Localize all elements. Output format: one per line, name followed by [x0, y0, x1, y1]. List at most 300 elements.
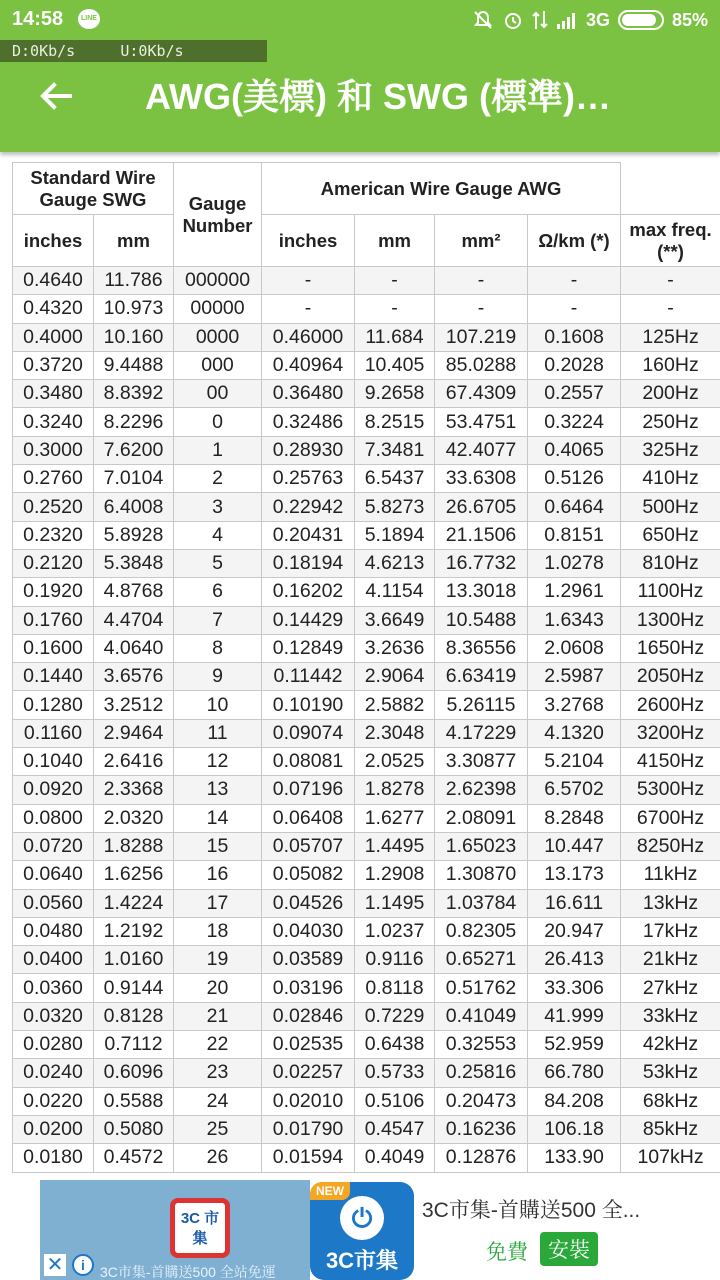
- table-cell: 0.03589: [262, 946, 355, 974]
- table-row: [13, 889, 720, 917]
- table-cell: 10: [174, 691, 262, 719]
- table-cell: 0.2320: [13, 521, 94, 549]
- table-cell: 16: [174, 861, 262, 889]
- table-cell: 200Hz: [621, 380, 720, 408]
- swg-group-header: Standard Wire Gauge SWG: [13, 163, 174, 215]
- table-cell: 26.413: [528, 946, 621, 974]
- table-cell: 0.4547: [355, 1115, 435, 1143]
- table-cell: 3.2768: [528, 691, 621, 719]
- table-cell: 6.5702: [528, 776, 621, 804]
- table-cell: 3.30877: [435, 748, 528, 776]
- table-row: [13, 1115, 720, 1143]
- table-cell: 53.4751: [435, 408, 528, 436]
- table-cell: 2600Hz: [621, 691, 720, 719]
- table-cell: 4.17229: [435, 719, 528, 747]
- table-cell: 0.04526: [262, 889, 355, 917]
- table-cell: 5: [174, 549, 262, 577]
- back-button[interactable]: [36, 76, 76, 116]
- back-arrow-icon: [36, 76, 76, 116]
- table-row: [13, 974, 720, 1002]
- table-cell: 00000: [174, 295, 262, 323]
- table-cell: 410Hz: [621, 465, 720, 493]
- table-cell: 2.9464: [94, 719, 174, 747]
- table-cell: 24: [174, 1087, 262, 1115]
- table-cell: -: [435, 267, 528, 295]
- ad-free-label: 免費: [486, 1241, 528, 1264]
- table-row: [13, 691, 720, 719]
- table-cell: 33.306: [528, 974, 621, 1002]
- table-cell: 0.0180: [13, 1144, 94, 1172]
- table-cell: 3.2636: [355, 634, 435, 662]
- table-cell: 2.5987: [528, 663, 621, 691]
- table-cell: 4.0640: [94, 634, 174, 662]
- table-cell: 26: [174, 1144, 262, 1172]
- table-cell: 5.8273: [355, 493, 435, 521]
- table-cell: 0.08081: [262, 748, 355, 776]
- ad-close-icon[interactable]: ✕: [44, 1254, 66, 1276]
- network-type: 3G: [585, 9, 610, 30]
- table-row: [13, 465, 720, 493]
- page-title: AWG(美標) 和 SWG (標準)…: [145, 76, 611, 117]
- table-cell: 13: [174, 776, 262, 804]
- table-cell: 0.7229: [355, 1002, 435, 1030]
- table-cell: 4: [174, 521, 262, 549]
- table-cell: 20: [174, 974, 262, 1002]
- table-cell: 0.2120: [13, 549, 94, 577]
- table-cell: 0.02257: [262, 1059, 355, 1087]
- table-cell: 0.1440: [13, 663, 94, 691]
- table-cell: 0.0200: [13, 1115, 94, 1143]
- table-cell: 10.160: [94, 323, 174, 351]
- table-cell: 1650Hz: [621, 634, 720, 662]
- table-cell: 11.786: [94, 267, 174, 295]
- table-cell: 23: [174, 1059, 262, 1087]
- table-cell: 4150Hz: [621, 748, 720, 776]
- table-cell: 5.1894: [355, 521, 435, 549]
- table-cell: 0.5126: [528, 465, 621, 493]
- swg-inches-header: inches: [13, 215, 94, 267]
- ad-app-icon[interactable]: [310, 1182, 414, 1280]
- table-body: [13, 267, 720, 1173]
- table-cell: 27kHz: [621, 974, 720, 1002]
- table-cell: 0.1608: [528, 323, 621, 351]
- table-cell: 2.3368: [94, 776, 174, 804]
- table-cell: 0.4320: [13, 295, 94, 323]
- table-row: [13, 606, 720, 634]
- table-cell: 0.82305: [435, 917, 528, 945]
- table-cell: 1: [174, 436, 262, 464]
- table-cell: 0.0280: [13, 1031, 94, 1059]
- table-cell: 0.28930: [262, 436, 355, 464]
- table-cell: 11kHz: [621, 861, 720, 889]
- signal-icon: [556, 10, 578, 30]
- table-row: [13, 719, 720, 747]
- table-cell: 41.999: [528, 1002, 621, 1030]
- table-cell: 0.3224: [528, 408, 621, 436]
- new-badge: NEW: [310, 1182, 350, 1200]
- table-cell: 2050Hz: [621, 663, 720, 691]
- table-cell: 0.1280: [13, 691, 94, 719]
- table-cell: 2.0320: [94, 804, 174, 832]
- table-cell: -: [621, 267, 720, 295]
- table-cell: 1.4224: [94, 889, 174, 917]
- table-cell: 4.1154: [355, 578, 435, 606]
- table-cell: 4.8768: [94, 578, 174, 606]
- table-cell: 0.14429: [262, 606, 355, 634]
- table-cell: -: [355, 267, 435, 295]
- table-cell: 0.0800: [13, 804, 94, 832]
- mute-bell-icon: [472, 9, 494, 31]
- swg-mm-header: mm: [94, 215, 174, 267]
- table-cell: 0.09074: [262, 719, 355, 747]
- awg-group-header: American Wire Gauge AWG: [262, 163, 621, 215]
- table-cell: 0.3000: [13, 436, 94, 464]
- table-cell: 0.01594: [262, 1144, 355, 1172]
- awg-mm2-header: mm²: [435, 215, 528, 267]
- table-cell: 107kHz: [621, 1144, 720, 1172]
- table-cell: 250Hz: [621, 408, 720, 436]
- table-cell: 6.4008: [94, 493, 174, 521]
- table-cell: 3.6649: [355, 606, 435, 634]
- table-cell: 22: [174, 1031, 262, 1059]
- table-cell: 0.18194: [262, 549, 355, 577]
- table-cell: 0.1600: [13, 634, 94, 662]
- table-cell: 68kHz: [621, 1087, 720, 1115]
- table-cell: 17kHz: [621, 917, 720, 945]
- table-cell: 1.0237: [355, 917, 435, 945]
- table-row: [13, 776, 720, 804]
- table-cell: -: [528, 267, 621, 295]
- table-cell: 12: [174, 748, 262, 776]
- table-cell: 0.32553: [435, 1031, 528, 1059]
- table-cell: 5.8928: [94, 521, 174, 549]
- table-row: [13, 1144, 720, 1172]
- table-row: [13, 578, 720, 606]
- table-cell: 0.06408: [262, 804, 355, 832]
- table-cell: 0: [174, 408, 262, 436]
- table-cell: 85.0288: [435, 351, 528, 379]
- table-cell: 21: [174, 1002, 262, 1030]
- table-cell: 26.6705: [435, 493, 528, 521]
- table-cell: 8.2515: [355, 408, 435, 436]
- battery-icon: [618, 10, 664, 30]
- table-cell: 107.219: [435, 323, 528, 351]
- table-cell: 0000: [174, 323, 262, 351]
- table-cell: -: [621, 295, 720, 323]
- table-cell: 0.0360: [13, 974, 94, 1002]
- table-cell: 2.3048: [355, 719, 435, 747]
- table-cell: 0.01790: [262, 1115, 355, 1143]
- table-row: [13, 946, 720, 974]
- table-cell: 20.947: [528, 917, 621, 945]
- table-cell: 1.65023: [435, 832, 528, 860]
- ad-app-label: 3C市集: [325, 1248, 399, 1273]
- table-cell: 10.447: [528, 832, 621, 860]
- table-cell: 0.0400: [13, 946, 94, 974]
- ad-brand-logo: 3C 市集: [170, 1198, 230, 1258]
- table-cell: 53kHz: [621, 1059, 720, 1087]
- table-cell: 0.04030: [262, 917, 355, 945]
- ad-install-button[interactable]: 安裝: [540, 1232, 598, 1266]
- table-cell: 42kHz: [621, 1031, 720, 1059]
- ad-banner[interactable]: [40, 1180, 680, 1280]
- table-row: [13, 295, 720, 323]
- table-cell: 0.0640: [13, 861, 94, 889]
- table-cell: -: [355, 295, 435, 323]
- table-cell: 0.11442: [262, 663, 355, 691]
- table-cell: 5300Hz: [621, 776, 720, 804]
- empty-header-cell: [621, 163, 720, 215]
- table-cell: 0.32486: [262, 408, 355, 436]
- table-row: [13, 436, 720, 464]
- table-cell: 0.02010: [262, 1087, 355, 1115]
- table-cell: 0.0920: [13, 776, 94, 804]
- ad-headline[interactable]: 3C市集-首購送500 全...: [422, 1199, 641, 1222]
- table-cell: 0.16202: [262, 578, 355, 606]
- table-cell: 9.4488: [94, 351, 174, 379]
- table-cell: 650Hz: [621, 521, 720, 549]
- status-bar: [0, 0, 720, 40]
- table-cell: 1.4495: [355, 832, 435, 860]
- table-cell: 8.8392: [94, 380, 174, 408]
- status-right-group: [472, 8, 708, 32]
- table-cell: 1100Hz: [621, 578, 720, 606]
- table-cell: 1.0278: [528, 549, 621, 577]
- table-cell: 0.1760: [13, 606, 94, 634]
- table-cell: -: [262, 267, 355, 295]
- table-cell: 133.90: [528, 1144, 621, 1172]
- table-cell: 5.3848: [94, 549, 174, 577]
- data-arrows-icon: [532, 9, 548, 31]
- table-cell: 3: [174, 493, 262, 521]
- table-cell: 0.25763: [262, 465, 355, 493]
- table-cell: 0.4640: [13, 267, 94, 295]
- table-cell: 00: [174, 380, 262, 408]
- table-row: [13, 917, 720, 945]
- table-cell: 9.2658: [355, 380, 435, 408]
- table-cell: 500Hz: [621, 493, 720, 521]
- line-app-icon: LINE: [78, 9, 100, 29]
- table-cell: 1.0160: [94, 946, 174, 974]
- table-cell: 7.3481: [355, 436, 435, 464]
- table-cell: 8: [174, 634, 262, 662]
- table-cell: 6700Hz: [621, 804, 720, 832]
- table-cell: 4.6213: [355, 549, 435, 577]
- table-cell: 0.3720: [13, 351, 94, 379]
- table-row: [13, 804, 720, 832]
- table-cell: 85kHz: [621, 1115, 720, 1143]
- table-row: [13, 521, 720, 549]
- table-cell: 0.20473: [435, 1087, 528, 1115]
- table-cell: 8.2296: [94, 408, 174, 436]
- table-cell: 0.05082: [262, 861, 355, 889]
- table-cell: 0.02535: [262, 1031, 355, 1059]
- table-cell: 10.405: [355, 351, 435, 379]
- table-cell: 0.5080: [94, 1115, 174, 1143]
- table-cell: 17: [174, 889, 262, 917]
- table-cell: 6: [174, 578, 262, 606]
- table-cell: 6.63419: [435, 663, 528, 691]
- table-cell: -: [262, 295, 355, 323]
- table-row: [13, 323, 720, 351]
- table-cell: 8.36556: [435, 634, 528, 662]
- table-row: [13, 380, 720, 408]
- table-row: [13, 1002, 720, 1030]
- table-cell: 3200Hz: [621, 719, 720, 747]
- table-cell: 0.40964: [262, 351, 355, 379]
- table-cell: 0.1920: [13, 578, 94, 606]
- table-cell: 4.1320: [528, 719, 621, 747]
- table-cell: 0.2520: [13, 493, 94, 521]
- table-cell: 0.2028: [528, 351, 621, 379]
- table-cell: 1.30870: [435, 861, 528, 889]
- table-cell: 0.0220: [13, 1087, 94, 1115]
- table-cell: -: [435, 295, 528, 323]
- table-cell: 2.0525: [355, 748, 435, 776]
- table-cell: 0.25816: [435, 1059, 528, 1087]
- table-cell: 7.6200: [94, 436, 174, 464]
- table-row: [13, 861, 720, 889]
- table-cell: 18: [174, 917, 262, 945]
- table-cell: 0.0480: [13, 917, 94, 945]
- table-cell: 0.0320: [13, 1002, 94, 1030]
- table-cell: 13.173: [528, 861, 621, 889]
- network-speed-overlay: D:0Kb/s U:0Kb/s: [0, 40, 267, 62]
- table-cell: 25: [174, 1115, 262, 1143]
- table-cell: 0.9116: [355, 946, 435, 974]
- table-cell: 0.7112: [94, 1031, 174, 1059]
- table-cell: 0.41049: [435, 1002, 528, 1030]
- table-cell: 810Hz: [621, 549, 720, 577]
- table-cell: 0.6438: [355, 1031, 435, 1059]
- table-cell: 0.1160: [13, 719, 94, 747]
- table-cell: 7: [174, 606, 262, 634]
- gauge-table-container[interactable]: [0, 152, 720, 1180]
- table-cell: 0.12876: [435, 1144, 528, 1172]
- table-cell: 5.26115: [435, 691, 528, 719]
- table-cell: 21.1506: [435, 521, 528, 549]
- table-cell: 0.3240: [13, 408, 94, 436]
- table-cell: 3.2512: [94, 691, 174, 719]
- table-cell: 1.6256: [94, 861, 174, 889]
- table-cell: 6.5437: [355, 465, 435, 493]
- table-cell: 21kHz: [621, 946, 720, 974]
- table-cell: 0.6096: [94, 1059, 174, 1087]
- awg-freq-header: max freq. (**): [621, 215, 720, 267]
- table-cell: 0.1040: [13, 748, 94, 776]
- table-row: [13, 493, 720, 521]
- table-cell: 2.0608: [528, 634, 621, 662]
- table-cell: 4.4704: [94, 606, 174, 634]
- table-cell: 160Hz: [621, 351, 720, 379]
- table-cell: 0.8128: [94, 1002, 174, 1030]
- ad-strip-text: 3C市集-首購送500 全站免運: [100, 1264, 276, 1280]
- gauge-table: [12, 162, 720, 1173]
- table-cell: 0.46000: [262, 323, 355, 351]
- table-cell: 0.5106: [355, 1087, 435, 1115]
- table-cell: 33.6308: [435, 465, 528, 493]
- table-row: [13, 832, 720, 860]
- table-cell: 2.9064: [355, 663, 435, 691]
- table-cell: 1.6343: [528, 606, 621, 634]
- table-row: [13, 748, 720, 776]
- battery-level: 85%: [671, 9, 708, 30]
- table-cell: 1.2961: [528, 578, 621, 606]
- table-cell: 1.1495: [355, 889, 435, 917]
- table-cell: 8250Hz: [621, 832, 720, 860]
- table-cell: 1300Hz: [621, 606, 720, 634]
- table-cell: 8.2848: [528, 804, 621, 832]
- table-cell: 0.2760: [13, 465, 94, 493]
- table-cell: 1.6277: [355, 804, 435, 832]
- table-cell: 0.65271: [435, 946, 528, 974]
- table-cell: 0.16236: [435, 1115, 528, 1143]
- table-cell: 84.208: [528, 1087, 621, 1115]
- table-cell: 10.5488: [435, 606, 528, 634]
- table-cell: 0.51762: [435, 974, 528, 1002]
- table-cell: 0.6464: [528, 493, 621, 521]
- table-cell: 0.20431: [262, 521, 355, 549]
- table-cell: 3.6576: [94, 663, 174, 691]
- table-cell: 000000: [174, 267, 262, 295]
- ad-info-icon[interactable]: i: [72, 1254, 94, 1276]
- table-cell: 125Hz: [621, 323, 720, 351]
- table-cell: 0.5733: [355, 1059, 435, 1087]
- table-row: [13, 408, 720, 436]
- table-cell: 7.0104: [94, 465, 174, 493]
- power-icon: ⏻: [340, 1196, 384, 1240]
- awg-mm-header: mm: [355, 215, 435, 267]
- table-cell: 0.5588: [94, 1087, 174, 1115]
- table-cell: 0.10190: [262, 691, 355, 719]
- table-row: [13, 1087, 720, 1115]
- table-cell: 0.9144: [94, 974, 174, 1002]
- table-cell: 2.6416: [94, 748, 174, 776]
- table-cell: 1.2192: [94, 917, 174, 945]
- table-cell: 33kHz: [621, 1002, 720, 1030]
- table-cell: 13.3018: [435, 578, 528, 606]
- table-cell: 15: [174, 832, 262, 860]
- table-cell: 66.780: [528, 1059, 621, 1087]
- table-cell: 0.12849: [262, 634, 355, 662]
- table-cell: 2.62398: [435, 776, 528, 804]
- table-cell: 16.611: [528, 889, 621, 917]
- gauge-number-header: Gauge Number: [174, 163, 262, 267]
- table-cell: 1.8288: [94, 832, 174, 860]
- table-cell: 106.18: [528, 1115, 621, 1143]
- table-cell: 9: [174, 663, 262, 691]
- table-cell: 5.2104: [528, 748, 621, 776]
- table-cell: 0.07196: [262, 776, 355, 804]
- table-cell: 1.8278: [355, 776, 435, 804]
- table-cell: 0.4000: [13, 323, 94, 351]
- table-cell: 11: [174, 719, 262, 747]
- table-cell: 0.2557: [528, 380, 621, 408]
- table-row: [13, 549, 720, 577]
- table-cell: 52.959: [528, 1031, 621, 1059]
- table-cell: 0.3480: [13, 380, 94, 408]
- table-cell: 14: [174, 804, 262, 832]
- table-cell: 0.0240: [13, 1059, 94, 1087]
- table-row: [13, 267, 720, 295]
- status-time: 14:58: [12, 8, 64, 30]
- table-cell: 0.8118: [355, 974, 435, 1002]
- table-cell: 2.5882: [355, 691, 435, 719]
- table-cell: 1.2908: [355, 861, 435, 889]
- table-cell: 2.08091: [435, 804, 528, 832]
- table-cell: 11.684: [355, 323, 435, 351]
- table-cell: 0.05707: [262, 832, 355, 860]
